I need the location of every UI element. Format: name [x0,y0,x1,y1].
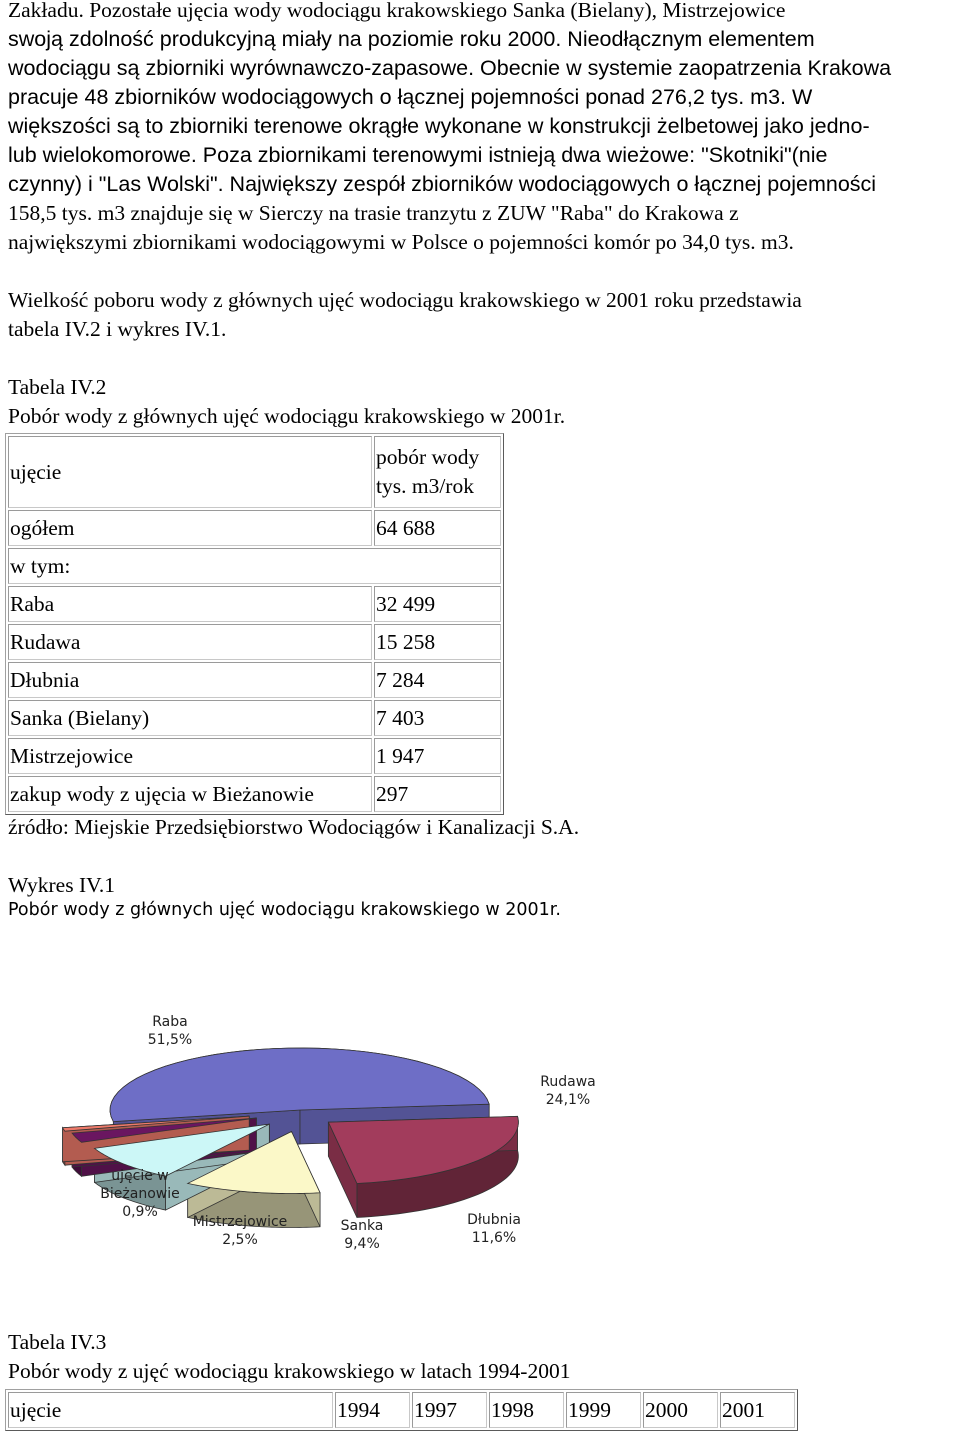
intro-line: czynny) i "Las Wolski". Największy zespół zbiorników wodociągowych o łącznej pojemności [8,172,877,196]
chart-label: Wykres IV.1 [8,873,115,897]
intro-line: pracuje 48 zbiorników wodociągowych o łącznej pojemności ponad 276,2 tys. m3. W [8,85,813,109]
row-value-cell: 64 688 [374,510,501,546]
chart-title: Pobór wody z głównych ujęć wodociągu krakowskiego w 2001r. [8,900,561,920]
yearly-intake-table [5,1389,798,1431]
header-cell-year: 1997 [412,1392,487,1428]
row-value-cell: 297 [374,776,501,812]
header-cell-volume [374,436,501,508]
pie-chart [0,1000,700,1280]
intro-line: większości są to zbiorniki terenowe okrągłe wykonane w konstrukcji żelbetowej jako jedno- [8,114,870,138]
pie-label: Raba 51,5% [147,1014,193,1048]
header-volume-line2: tys. m3/rok [376,474,474,498]
pie-label: Mistrzejowice 2,5% [192,1214,288,1248]
pie-label: Dłubnia 11,6% [467,1212,521,1246]
header-cell-year: 2001 [720,1392,795,1428]
row-value-cell: 32 499 [374,586,501,622]
table-row [8,738,501,774]
table-row [8,662,501,698]
row-name-cell: Dłubnia [8,662,372,698]
intro-line: 158,5 tys. m3 znajduje się w Sierczy na trasie tranzytu z ZUW "Raba" do Krakowa z [8,201,739,225]
table-row [8,548,501,584]
intro-line: wodociągu są zbiorniki wyrównawczo-zapasowe. Obecnie w systemie zaopatrzenia Krakowa [8,56,892,80]
row-value-cell: 7 284 [374,662,501,698]
table-label: Tabela IV.3 [8,1330,107,1354]
table-source: źródło: Miejskie Przedsiębiorstwo Wodociągów i Kanalizacji S.A. [8,815,580,839]
header-cell-intake: ujęcie [8,1392,333,1428]
paragraph-line: tabela IV.2 i wykres IV.1. [8,317,227,341]
header-cell-year: 2000 [643,1392,718,1428]
pie-label: ujęcie w Bieżanowie 0,9% [100,1168,180,1220]
paragraph-line: Wielkość poboru wody z głównych ujęć wodociągu krakowskiego w 2001 roku przedstawia [8,288,802,312]
row-name-cell: zakup wody z ujęcia w Bieżanowie [8,776,372,812]
row-name-cell: Sanka (Bielany) [8,700,372,736]
intro-line: lub wielokomorowe. Poza zbiornikami terenowymi istnieją dwa wieżowe: "Skotniki"(nie [8,143,828,167]
intro-line: Zakładu. Pozostałe ujęcia wody wodociągu krakowskiego Sanka (Bielany), Mistrzejowice [8,0,786,22]
row-name-cell: Rudawa [8,624,372,660]
table-caption: Pobór wody z ujęć wodociągu krakowskiego w latach 1994-2001 [8,1359,571,1383]
pie-label: Sanka 9,4% [340,1218,384,1252]
intro-line: największymi zbiornikami wodociągowymi w Polsce o pojemności komór po 34,0 tys. m3. [8,230,794,254]
row-name-cell: Mistrzejowice [8,738,372,774]
pie-label: Rudawa 24,1% [540,1074,596,1108]
water-intake-table [5,433,504,815]
table-row [8,624,501,660]
header-cell-intake: ujęcie [8,436,372,508]
row-name-cell: Raba [8,586,372,622]
header-cell-year: 1998 [489,1392,564,1428]
table-row [8,510,501,546]
table-row [8,700,501,736]
row-value-cell: 7 403 [374,700,501,736]
table-label: Tabela IV.2 [8,375,107,399]
row-value-cell: 15 258 [374,624,501,660]
header-volume-line1: pobór wody [376,445,480,469]
row-value-cell: 1 947 [374,738,501,774]
row-name-cell: w tym: [8,548,501,584]
table-header-row [8,1392,795,1428]
table-caption: Pobór wody z głównych ujęć wodociągu krakowskiego w 2001r. [8,404,566,428]
row-name-cell: ogółem [8,510,372,546]
header-cell-year: 1999 [566,1392,641,1428]
table-header-row [8,436,501,508]
table-row [8,776,501,812]
table-row [8,586,501,622]
header-cell-year: 1994 [335,1392,410,1428]
intro-line: swoją zdolność produkcyjną miały na poziomie roku 2000. Nieodłącznym elementem [8,27,815,51]
